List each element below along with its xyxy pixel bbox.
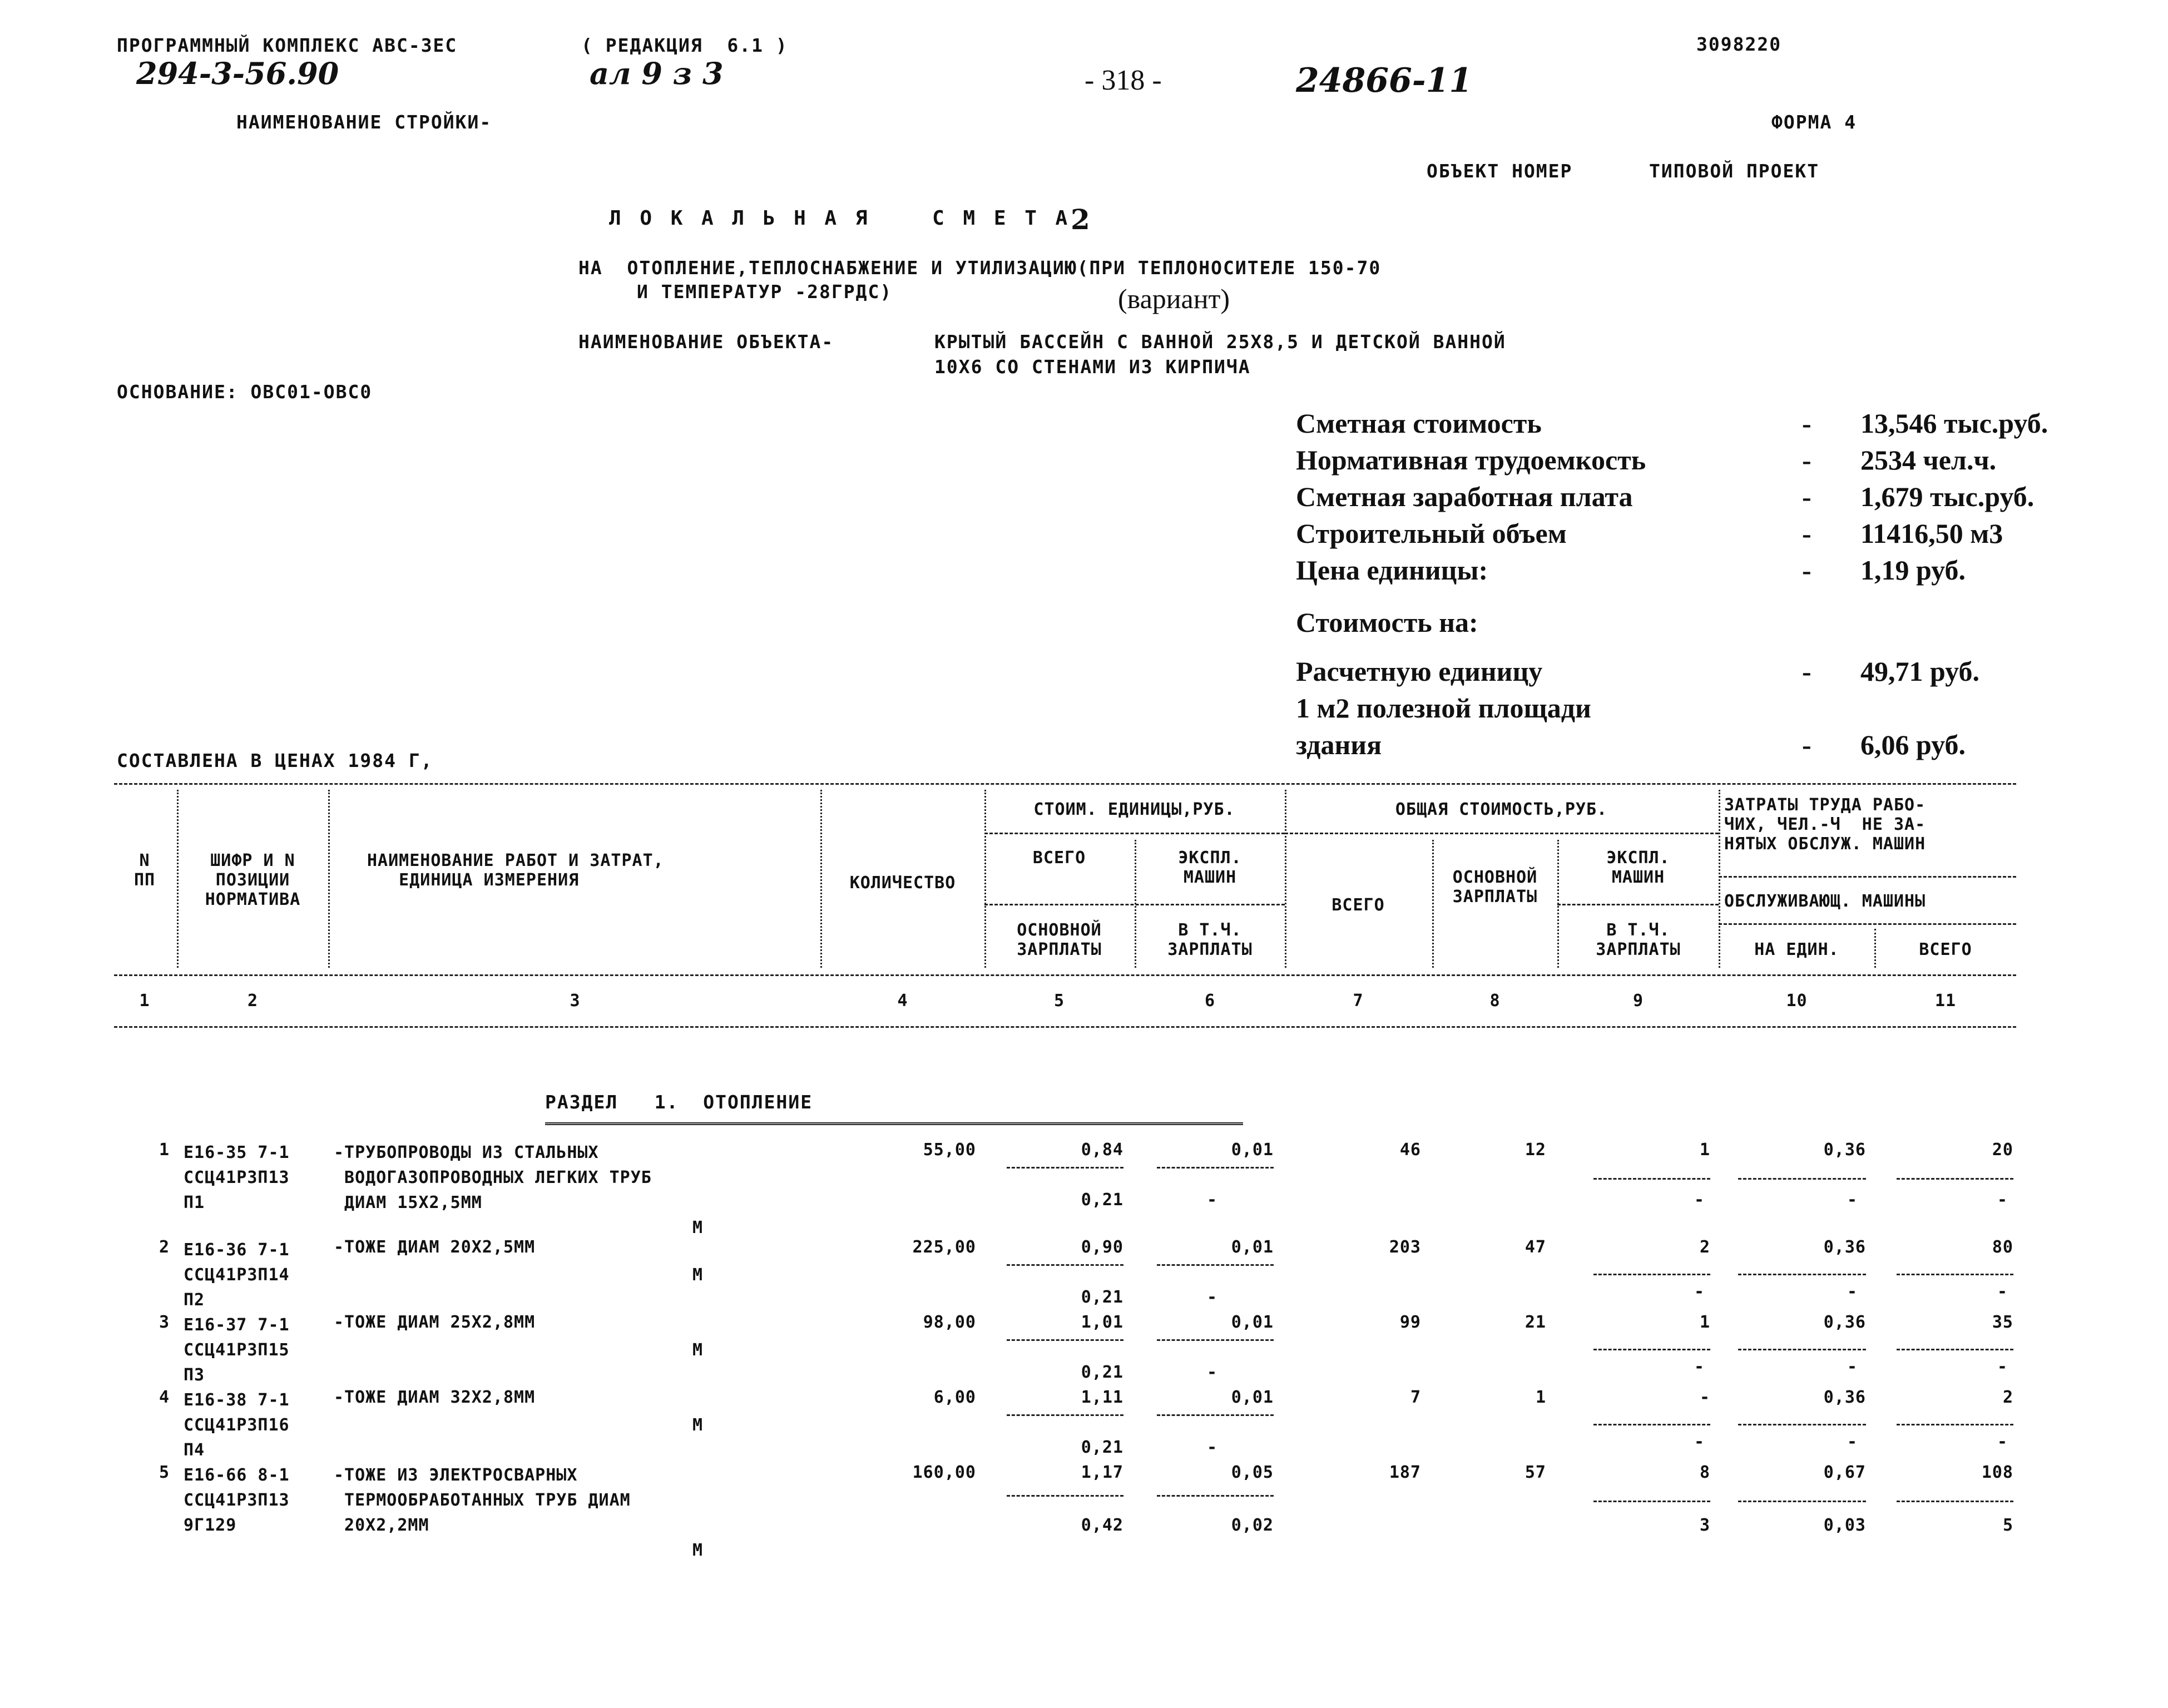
area-cost-label-1: 1 м2 полезной площади: [1296, 692, 1591, 724]
summary-dash: -: [1802, 444, 1811, 476]
rule: [114, 974, 2016, 976]
rule: [1007, 1414, 1123, 1416]
column-number: 5: [1053, 991, 1065, 1011]
row-unit-wages: 0,21: [1081, 1190, 1123, 1210]
row-labor-per-unit: 0,36: [1823, 1140, 1866, 1160]
form-label: ФОРМА 4: [1771, 111, 1857, 133]
row-labor-per-unit-sub: -: [1847, 1282, 1858, 1301]
rule: [1007, 1495, 1123, 1497]
rule: [1738, 1501, 1866, 1502]
row-unit-machines: 0,01: [1231, 1140, 1274, 1160]
row-work-name: -ТРУБОПРОВОДЫ ИЗ СТАЛЬНЫХ ВОДОГАЗОПРОВОДНЫХ ЛЕГКИХ ТРУБ ДИАМ 15Х2,5ММ: [334, 1143, 652, 1212]
row-labor-per-unit: 0,36: [1823, 1388, 1866, 1407]
document-title: Л О К А Л Ь Н А Я С М Е Т А: [609, 207, 1071, 230]
section-title: РАЗДЕЛ 1. ОТОПЛЕНИЕ: [545, 1091, 813, 1113]
summary-label: Сметная стоимость: [1296, 408, 1542, 439]
header-unit-cost: СТОИМ. ЕДИНИЦЫ,РУБ.: [1033, 800, 1235, 819]
column-number: 3: [570, 991, 581, 1011]
column-number: 6: [1204, 991, 1216, 1011]
rule: [1285, 833, 1719, 834]
row-labor-total-sub: -: [1997, 1282, 2008, 1301]
rule: [1593, 1274, 1710, 1275]
rule: [1719, 876, 2016, 878]
row-labor-per-unit: 0,67: [1823, 1463, 1866, 1482]
row-code: Е16-66 8-1 ССЦ41Р3П13 9Г129: [184, 1466, 290, 1535]
rule: [1557, 904, 1719, 905]
row-quantity: 6,00: [933, 1388, 976, 1407]
rule: [984, 833, 1285, 834]
header-unit-wages: ОСНОВНОЙ ЗАРПЛАТЫ: [1017, 920, 1102, 959]
row-work-name: -ТОЖЕ ДИАМ 25Х2,8ММ: [334, 1313, 536, 1332]
header-work-name: НАИМЕНОВАНИЕ РАБОТ И ЗАТРАТ, ЕДИНИЦА ИЗМЕРЕНИЯ: [367, 851, 664, 890]
summary-value: 11416,50 м3: [1860, 518, 2003, 549]
column-divider: [328, 790, 330, 968]
object-number: ОБЪЕКТ НОМЕР: [1427, 160, 1573, 182]
rule: [1157, 1339, 1274, 1341]
row-number: 4: [159, 1388, 170, 1407]
row-total-wages: 47: [1524, 1237, 1546, 1257]
row-total-wages: 1: [1535, 1388, 1546, 1407]
row-labor-total: 108: [1981, 1463, 2013, 1482]
row-labor-total: 20: [1992, 1140, 2013, 1160]
row-total-machines: 2: [1699, 1237, 1710, 1257]
cost-on-label: Стоимость на:: [1296, 607, 1478, 638]
object-name-line-1: КРЫТЫЙ БАССЕЙН С ВАННОЙ 25Х8,5 И ДЕТСКОЙ ВАННОЙ: [934, 331, 1506, 353]
row-unit-total: 1,11: [1081, 1388, 1123, 1407]
row-unit-machine-wages: -: [1207, 1438, 1218, 1457]
rule: [1593, 1424, 1710, 1425]
rule: [1157, 1264, 1274, 1266]
row-total-wages: 57: [1524, 1463, 1546, 1482]
column-number: 2: [247, 991, 259, 1011]
summary-dash: -: [1802, 518, 1811, 549]
summary-value: 2534 чел.ч.: [1860, 444, 1997, 476]
row-unit-wages: 0,21: [1081, 1363, 1123, 1382]
row-unit-machine-wages: -: [1207, 1288, 1218, 1307]
rule: [1897, 1349, 2013, 1350]
row-labor-total-sub: -: [1997, 1190, 2008, 1210]
row-number: 3: [159, 1313, 170, 1332]
row-unit-machines: 0,05: [1231, 1463, 1274, 1482]
rule: [1157, 1167, 1274, 1169]
header-total-wages: ОСНОВНОЙ ЗАРПЛАТЫ: [1452, 868, 1538, 907]
row-unit-total: 0,84: [1081, 1140, 1123, 1160]
rule: [1738, 1178, 1866, 1180]
rule: [114, 1026, 2016, 1028]
row-unit-total: 1,01: [1081, 1313, 1123, 1332]
variant-note: (вариант): [1118, 283, 1230, 314]
header-labor-total: ВСЕГО: [1919, 940, 1972, 959]
edition: ( РЕДАКЦИЯ 6.1 ): [581, 34, 788, 56]
rule: [114, 783, 2016, 785]
row-labor-total: 35: [1992, 1313, 2013, 1332]
rule: [1897, 1501, 2013, 1502]
header-code: ШИФР И N ПОЗИЦИИ НОРМАТИВА: [205, 851, 301, 909]
row-labor-total-sub: 5: [2002, 1516, 2013, 1535]
column-divider: [177, 790, 179, 968]
row-quantity: 55,00: [923, 1140, 976, 1160]
rule: [1593, 1178, 1710, 1180]
row-work-name: -ТОЖЕ ИЗ ЭЛЕКТРОСВАРНЫХ ТЕРМООБРАБОТАННЫХ ТРУБ ДИАМ 20Х2,2ММ: [334, 1466, 631, 1535]
typical-project: ТИПОВОЙ ПРОЕКТ: [1649, 160, 1820, 182]
row-unit: М: [692, 1541, 704, 1560]
object-name-label: НАИМЕНОВАНИЕ ОБЪЕКТА-: [578, 331, 834, 353]
rule: [1738, 1424, 1866, 1425]
handwritten-project-number: 294-3-56.90: [136, 56, 339, 91]
column-number: 8: [1489, 991, 1501, 1011]
row-unit-machines: 0,01: [1231, 1313, 1274, 1332]
row-labor-total-sub: -: [1997, 1432, 2008, 1452]
header-total-machines: ЭКСПЛ. МАШИН: [1606, 848, 1670, 887]
program-name: ПРОГРАММНЫЙ КОМПЛЕКС АВС-3ЕС: [117, 34, 458, 56]
rule: [1157, 1495, 1274, 1497]
row-total-wages: 12: [1524, 1140, 1546, 1160]
header-unit-machines: ЭКСПЛ. МАШИН: [1178, 848, 1242, 887]
summary-value: 1,19 руб.: [1860, 555, 1966, 586]
row-unit-total: 1,17: [1081, 1463, 1123, 1482]
row-unit-machine-wages: -: [1207, 1363, 1218, 1382]
row-unit: М: [692, 1218, 704, 1237]
rule: [1738, 1349, 1866, 1350]
header-unit-total: ВСЕГО: [1032, 848, 1086, 868]
summary-value: 1,679 тыс.руб.: [1860, 481, 2035, 512]
header-total-machine-wages: В Т.Ч. ЗАРПЛАТЫ: [1596, 920, 1681, 959]
summary-label: Строительный объем: [1296, 518, 1567, 549]
row-code: Е16-38 7-1 ССЦ41Р3П16 П4: [184, 1390, 290, 1460]
object-name-line-2: 10Х6 СО СТЕНАМИ ИЗ КИРПИЧА: [934, 356, 1251, 378]
column-number: 9: [1632, 991, 1644, 1011]
summary-dash: -: [1802, 408, 1811, 439]
row-total-machines: 1: [1699, 1313, 1710, 1332]
construction-name: НАИМЕНОВАНИЕ СТРОЙКИ-: [236, 111, 492, 133]
document-code: 3098220: [1696, 33, 1782, 55]
header-labor-machines: ОБСЛУЖИВАЮЩ. МАШИНЫ: [1724, 892, 1926, 911]
rule: [1157, 1414, 1274, 1416]
row-number: 5: [159, 1463, 170, 1482]
unit-cost-label: Расчетную единицу: [1296, 656, 1543, 687]
row-labor-per-unit-sub: -: [1847, 1432, 1858, 1452]
row-work-name: -ТОЖЕ ДИАМ 32Х2,8ММ: [334, 1388, 536, 1407]
row-total-machine-wages: -: [1694, 1190, 1705, 1210]
row-unit-machine-wages: 0,02: [1231, 1516, 1274, 1535]
header-total-cost: ОБЩАЯ СТОИМОСТЬ,РУБ.: [1395, 800, 1608, 819]
row-total-wages: 21: [1524, 1313, 1546, 1332]
row-labor-total: 80: [1992, 1237, 2013, 1257]
row-labor-per-unit: 0,36: [1823, 1313, 1866, 1332]
row-total: 46: [1399, 1140, 1421, 1160]
header-labor-per-unit: НА ЕДИН.: [1754, 940, 1839, 959]
column-number: 1: [139, 991, 150, 1011]
row-unit-machines: 0,01: [1231, 1388, 1274, 1407]
row-labor-per-unit-sub: 0,03: [1823, 1516, 1866, 1535]
rule: [1897, 1424, 2013, 1425]
rule: [1007, 1167, 1123, 1169]
row-total-machine-wages: -: [1694, 1432, 1705, 1452]
basis: ОСНОВАНИЕ: ОВС01-ОВС0: [117, 381, 373, 403]
row-work-name: -ТОЖЕ ДИАМ 20Х2,5ММ: [334, 1237, 536, 1257]
row-labor-per-unit: 0,36: [1823, 1237, 1866, 1257]
summary-value: 13,546 тыс.руб.: [1860, 408, 2048, 439]
rule: [1738, 1274, 1866, 1275]
row-code: Е16-35 7-1 ССЦ41Р3П13 П1: [184, 1143, 290, 1212]
rule: [1007, 1339, 1123, 1341]
rule: [1897, 1274, 2013, 1275]
summary-label: Сметная заработная плата: [1296, 481, 1633, 512]
column-number: 7: [1353, 991, 1364, 1011]
area-cost-value: 6,06 руб.: [1860, 729, 1966, 760]
estimate-number: 2: [1071, 203, 1090, 236]
rule: [1719, 923, 2016, 925]
summary-label: Цена единицы:: [1296, 555, 1488, 586]
row-total: 203: [1389, 1237, 1421, 1257]
handwritten-album: ал 9 з 3: [590, 56, 724, 91]
summary-dash: -: [1802, 729, 1811, 760]
row-unit-machine-wages: -: [1207, 1190, 1218, 1210]
page-number: - 318 -: [1085, 65, 1162, 96]
row-unit-wages: 0,42: [1081, 1516, 1123, 1535]
row-total: 187: [1389, 1463, 1421, 1482]
area-cost-label-2: здания: [1296, 729, 1382, 760]
row-unit-machines: 0,01: [1231, 1237, 1274, 1257]
unit-cost-value: 49,71 руб.: [1860, 656, 1979, 687]
row-total: 7: [1410, 1388, 1421, 1407]
summary-label: Нормативная трудоемкость: [1296, 444, 1646, 476]
rule: [1007, 1264, 1123, 1266]
row-total-machine-wages: 3: [1699, 1516, 1710, 1535]
summary-dash: -: [1802, 481, 1811, 512]
header-unit-machine-wages: В Т.Ч. ЗАРПЛАТЫ: [1167, 920, 1253, 959]
column-number: 4: [897, 991, 908, 1011]
header-total: ВСЕГО: [1332, 895, 1385, 915]
row-total-machine-wages: -: [1694, 1282, 1705, 1301]
row-labor-total-sub: -: [1997, 1357, 2008, 1377]
row-unit: М: [692, 1415, 704, 1435]
subject-line-2: И ТЕМПЕРАТУР -28ГРДС): [637, 281, 893, 303]
column-number: 11: [1934, 991, 1957, 1011]
row-number: 2: [159, 1237, 170, 1257]
row-unit-wages: 0,21: [1081, 1288, 1123, 1307]
row-quantity: 225,00: [912, 1237, 976, 1257]
row-total-machine-wages: -: [1694, 1357, 1705, 1377]
rule: [1593, 1349, 1710, 1350]
row-labor-per-unit-sub: -: [1847, 1357, 1858, 1377]
handwritten-number: 24866-11: [1296, 61, 1473, 100]
row-unit-total: 0,90: [1081, 1237, 1123, 1257]
subject-line-1: НА ОТОПЛЕНИЕ,ТЕПЛОСНАБЖЕНИЕ И УТИЛИЗАЦИЮ(ПРИ ТЕПЛОНОСИТЕЛЕ 150-70: [578, 257, 1382, 279]
row-number: 1: [159, 1140, 170, 1160]
row-code: Е16-36 7-1 ССЦ41Р3П14 П2: [184, 1240, 290, 1310]
row-total: 99: [1399, 1313, 1421, 1332]
row-unit-wages: 0,21: [1081, 1438, 1123, 1457]
prices-note: СОСТАВЛЕНА В ЦЕНАХ 1984 Г,: [117, 750, 433, 771]
rule: [1897, 1178, 2013, 1180]
row-labor-total: 2: [2002, 1388, 2013, 1407]
column-number: 10: [1786, 991, 1808, 1011]
row-total-machines: -: [1699, 1388, 1710, 1407]
header-number: N ПП: [133, 851, 156, 890]
row-total-machines: 8: [1699, 1463, 1710, 1482]
summary-dash: -: [1802, 555, 1811, 586]
row-unit: М: [692, 1265, 704, 1285]
summary-dash: -: [1802, 656, 1811, 687]
header-quantity: КОЛИЧЕСТВО: [849, 873, 956, 893]
header-labor: ЗАТРАТЫ ТРУДА РАБО- ЧИХ, ЧЕЛ.-Ч НЕ ЗА- НЯТЫХ ОБСЛУЖ. МАШИН: [1724, 795, 1926, 854]
row-unit: М: [692, 1340, 704, 1360]
row-quantity: 98,00: [923, 1313, 976, 1332]
row-code: Е16-37 7-1 ССЦ41Р3П15 П3: [184, 1315, 290, 1385]
section-underline: [545, 1122, 1243, 1125]
row-total-machines: 1: [1699, 1140, 1710, 1160]
row-labor-per-unit-sub: -: [1847, 1190, 1858, 1210]
rule: [1593, 1501, 1710, 1502]
row-quantity: 160,00: [912, 1463, 976, 1482]
